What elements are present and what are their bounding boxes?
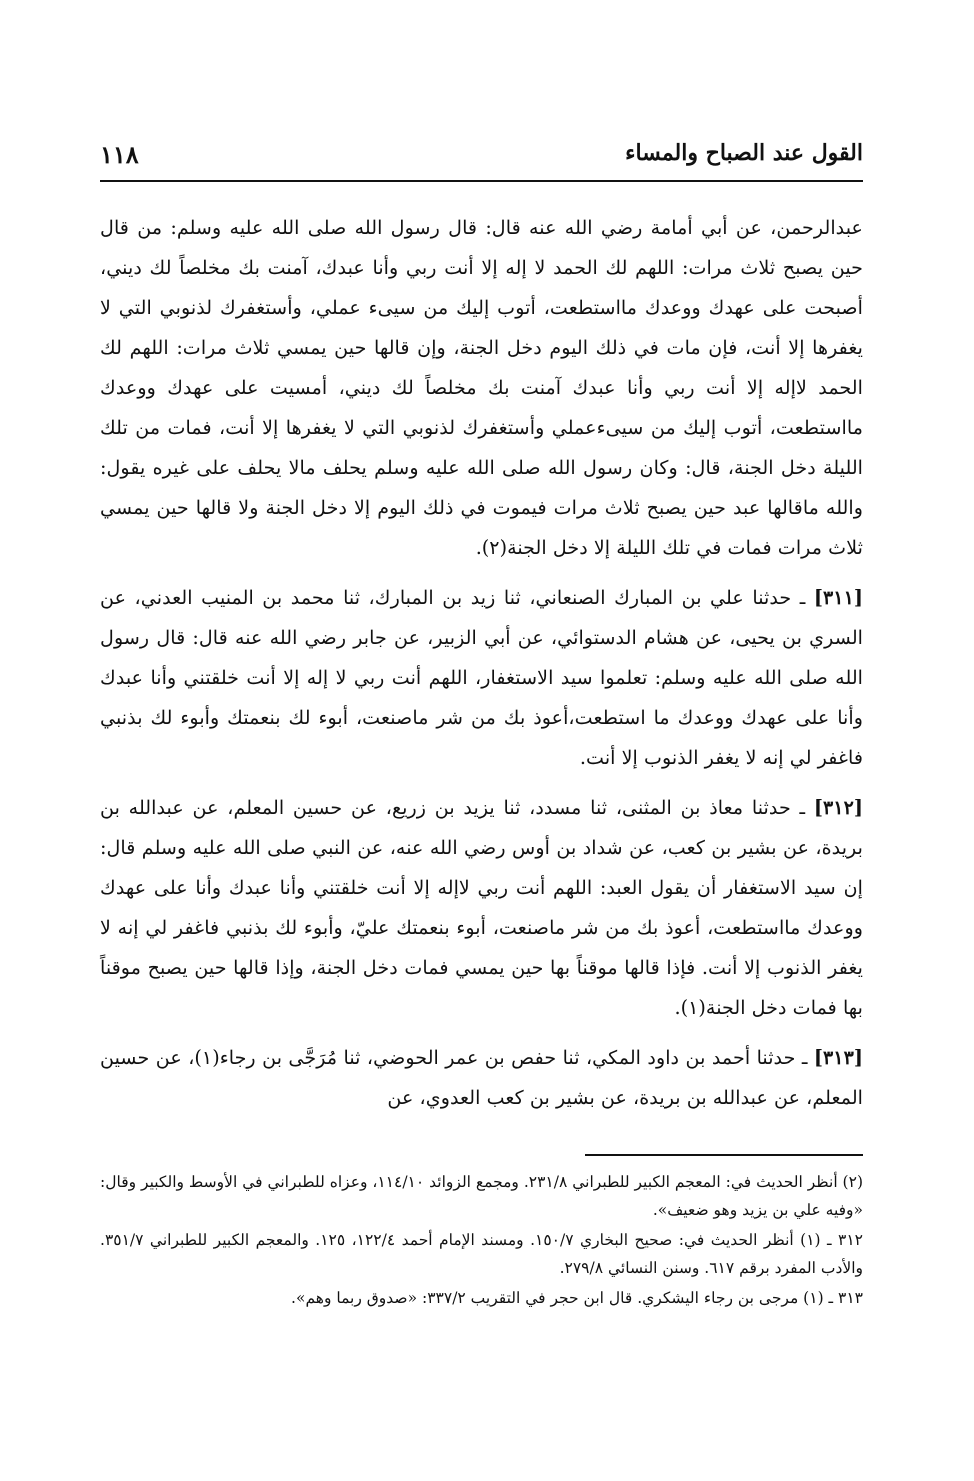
hadith-number: [٣١٢] — [813, 796, 863, 819]
hadith-number: [٣١١] — [813, 586, 863, 609]
paragraph-text: ـ حدثنا علي بن المبارك الصنعاني، ثنا زيد بن المبارك، ثنا محمد بن المنيب العدني، عن السري بن يحيى، عن هشام الدستوائي، عن أبي الزبير، عن جابر رضي الله عنه قال: قال رسول الله صلى الله عليه وسلم: تعلموا سيد الاستغفار، اللهم أنت ربي لا إله إلا أنت خلقتني وأنا عبدك وأنا على عهدك ووعدك ما استطعت،أعوذ بك من شر ماصنعت، أبوء لك بنعمتك وأبوء لك بذنبي فاغفر لي إنه لا يغفر الذنوب إلا أنت. — [100, 586, 863, 769]
paragraph-text: ـ حدثنا معاذ بن المثنى، ثنا مسدد، ثنا يزيد بن زريع، عن حسين المعلم، عن عبدالله بن بريدة، عن بشير بن كعب، عن شداد بن أوس رضي الله عنه، عن النبي صلى الله عليه وسلم قال: إن سيد الاستغفار أن يقول العبد: اللهم أنت ربي لاإله إلا أنت خلقتني وأنا عبدك وأنا على عهدك ووعدك مااستطعت، أعوذ بك من شر ماصنعت، أبوء بنعمتك عليّ، وأبوء لك بذنبي فاغفر لي إنه لا يغفر الذنوب إلا أنت. فإذا قالها موقناً بها حين يمسي فمات دخل الجنة، وإذا قالها حين يصبح موقناً بها فمات دخل الجنة(١). — [100, 796, 863, 1019]
footnote-item: ٣١٢ ـ (١) أنظر الحديث في: صحيح البخاري ١٥٠/٧. ومسند الإمام أحمد ١٢٢/٤، ١٢٥. والمعجم الكبير للطبراني ٣٥١/٧. والأدب المفرد برقم ٦١٧. وسنن النسائي ٢٧٩/٨. — [100, 1231, 863, 1277]
paragraph-text: ـ حدثنا أحمد بن داود المكي، ثنا حفص بن عمر الحوضي، ثنا مُرَجَّى بن رجاء(١)، عن حسين المعلم، عن عبدالله بن بريدة، عن بشير بن كعب العدوي، عن — [100, 1046, 863, 1109]
hadith-313 — [100, 1038, 863, 1118]
footnote-item: ٣١٣ ـ (١) مرجى بن رجاء اليشكري. قال ابن حجر في التقريب ٣٣٧/٢: «صدوق ربما وهم». — [291, 1289, 863, 1307]
page-number: ١١٨ — [100, 140, 139, 169]
paragraph-text: عبدالرحمن، عن أبي أمامة رضي الله عنه قال: قال رسول الله صلى الله عليه وسلم: من قال حين يصبح ثلاث مرات: اللهم لك الحمد لا إله إلا أنت ربي وأنا عبدك، آمنت بك مخلصاً لك ديني، أصبحت على عهدك ووعدك مااستطعت، أتوب إليك من سيىء عملي، وأستغفرك لذنوبي التي لا يغفرها إلا أنت، فإن مات في ذلك اليوم دخل الجنة، وإن قالها حين يمسي ثلاث مرات: اللهم لك الحمد لاإله إلا أنت ربي وأنا عبدك آمنت بك مخلصاً لك ديني، أمسيت على عهدك ووعدك مااستطعت، أتوب إليك من سيىءعملي وأستغفرك لذنوبي التي لا يغفرها إلا أنت، فمات من تلك الليلة دخل الجنة، قال: وكان رسول الله صلى الله عليه وسلم يحلف مالا يحلف على غيره يقول: والله ماقالها عبد حين يصبح ثلاث مرات فيموت في ذلك اليوم إلا دخل الجنة ولا قالها حين يمسي ثلاث مرات فمات في تلك الليلة إلا دخل الجنة(٢). — [100, 216, 863, 559]
main-text — [100, 208, 863, 1118]
hadith-311 — [100, 578, 863, 778]
hadith-312 — [100, 788, 863, 1028]
footnote-divider — [585, 1154, 863, 1156]
footnote-item: (٢) أنظر الحديث في: المعجم الكبير للطبراني ٢٣١/٨. ومجمع الزوائد ١١٤/١٠، وعزاه للطبراني في الأوسط والكبير وقال: «وفيه علي بن يزيد وهو ضعيف». — [100, 1173, 863, 1219]
chapter-title: القول عند الصباح والمساء — [625, 140, 863, 166]
hadith-number: [٣١٣] — [813, 1046, 863, 1069]
footnotes — [100, 1168, 863, 1312]
book-page — [100, 136, 863, 1314]
paragraph-continuation — [100, 208, 863, 568]
running-header — [100, 136, 863, 182]
